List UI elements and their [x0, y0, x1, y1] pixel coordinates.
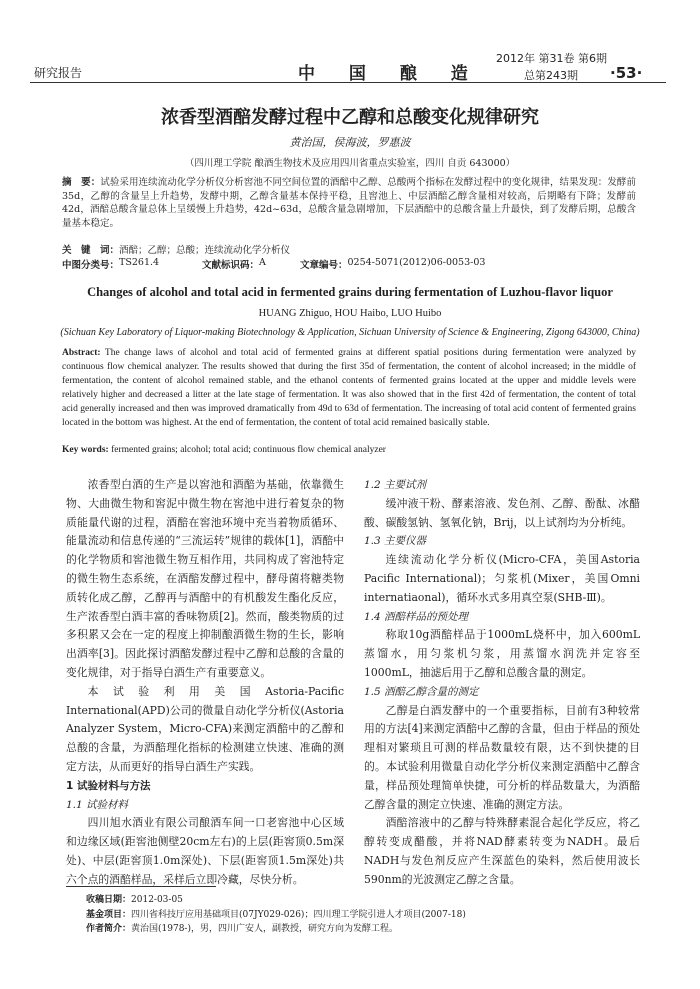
authors-en: HUANG Zhiguo, HOU Haibo, LUO Huibo	[258, 308, 442, 319]
document-code: 文献标识码： A	[202, 257, 266, 271]
subsection-heading: 1.1 试验材料	[66, 798, 129, 811]
abstract-cn-text: 试验采用连续流动化学分析仪分析窖池不同空间位置的酒醅中乙醇、总酸两个指标在发酵过程中的变化规律，结果发现：发酵前35d，乙醇的含量呈上升趋势，发酵中期，乙醇含量基本保持平稳，且窖池上、中层酒醅乙醇含量相对较高，后期略有下降；发酵前42d，酒醅总酸含量总体上呈缓慢上升趋势，42d~63d，总酸含量急剧增加，下层酒醅中的总酸含量上升最快，到了发酵后期，总酸含量基本稳定。	[62, 177, 636, 229]
keywords-cn	[62, 242, 290, 256]
affiliation-en: (Sichuan Key Laboratory of Liquor-making Biotechnology & Application, Sichuan University of Science & Engineering, Zigong 643000, China)	[60, 327, 640, 338]
journal-volume: 2012年 第31卷 第6期	[496, 52, 607, 65]
footnote-received: 收稿日期：2012-03-05	[86, 895, 183, 905]
subsection-heading: 1.4 酒醅样品的预处理	[364, 610, 469, 623]
footnote-fund: 基金项目：四川省科技厅应用基础项目(07JY029-026)；四川理工学院引进人才项目(2007-18)	[86, 909, 466, 920]
footnote-author: 作者简介：黄治国(1978-)，男，四川广安人，副教授，研究方向为发酵工程。	[86, 924, 398, 934]
clc-number: 中图分类号： TS261.4	[62, 257, 160, 271]
header-rule	[30, 82, 666, 83]
body-paragraph: 本试验利用美国Astoria-Pacific International(APD)公司的微量自动化学分析仪(Astoria Analyzer System，Micro-CFA)来测定酒醅中的乙醇和总酸的含量，为酒醅理化指标的检测建立快速、准确的测定方法，从而更好的指导白酒生产实践。	[66, 684, 344, 773]
journal-name: 中 国 酿 造	[298, 64, 482, 84]
body-paragraph: 浓香型白酒的生产是以窖池和酒醅为基础，依靠微生物、大曲微生物和窖泥中微生物在窖池中进行着复杂的物质能量代谢的过程，酒醅在窖池环境中充当着物质循环、能量流动和信息传递的“三流运转”规律的载体[1]，酒醅中的化学物质和窖池微生物互相作用，共同构成了窖池特定的微生物生态系统，在酒醅发酵过程中，酵母菌将糖类物质转化成乙醇，乙醇再与酒醅中的有机酸发生酯化反应，生产浓香型白酒丰富的香味物质[2]。然而，酸类物质的过多积累又会在一定的程度上抑制酿酒微生物的生长，影响出酒率[3]。因此探讨酒醅发酵过程中乙醇和总酸的含量的变化规律，对于指导白酒生产有重要意义。	[66, 478, 344, 679]
abstract-cn-label: 摘 要：	[62, 177, 101, 188]
footnote	[86, 893, 646, 937]
body-column-right	[364, 476, 640, 890]
body-paragraph: 乙醇是白酒发酵中的一个重要指标，目前有3种较常用的方法[4]来测定酒醅中乙醇的含量，但由于样品的预处理相对繁琐且可测的样品数量较有限，达不到快捷的目的。本试验利用微量自动化学分析仪来测定酒醅中乙醇含量，样品预处理简单快捷，可分析的样品数量大，为酒醅乙醇含量的测定立快速、准确的测定方法。	[364, 703, 640, 811]
abstract-en	[62, 347, 636, 430]
section-label: 研究报告	[34, 66, 83, 80]
abstract-en-label: Abstract:	[62, 348, 101, 358]
keywords-en-text: fermented grains; alcohol; total acid; continuous flow chemical analyzer	[111, 445, 386, 455]
abstract-cn	[62, 176, 636, 230]
body-paragraph: 连续流动化学分析仪(Micro-CFA，美国Astoria Pacific International)；匀浆机(Mixer，美国Omni internatiaonal)，循环水式多用真空泵(SHB-Ⅲ)。	[364, 553, 640, 604]
authors-cn: 黄治国，侯海波，罗惠波	[289, 136, 411, 149]
subsection-heading: 1.2 主要试剂	[364, 479, 427, 491]
abstract-en-text: The change laws of alcohol and total acid of fermented grains at different spatial positions during fermentation were analyzed by continuous flow chemical analyzer. The results showed that during the first 35d of fermentation, the content of alcohol increased; in the middle of fermentation, the content of alcohol remained stable, and the ethanol contents of fermented grains located at the upper and middle levels were relatively higher and decreased a litter at the late stage of fermentation. It was also showed that in the first 42d of fermentation, the content of total acid generally increased and then was improved dramatically from 49d to 63d of fermentation. The increasing of total acid content of fermented grains located in the bottom was highest. At the end of fermentation, the content of total acid remained basically stable.	[62, 348, 636, 428]
keywords-en-label: Key words:	[62, 445, 109, 455]
body-paragraph: 缓冲液干粉、酵素溶液、发色剂、乙醇、酚酞、冰醋酸、碳酸氢钠、氢氧化钠，Brij，以上试剂均为分析纯。	[364, 496, 640, 529]
keywords-en	[62, 445, 386, 455]
body-paragraph: 四川旭水酒业有限公司酿酒车间一口老窖池中心区域和边缘区域(距窖池侧壁20cm左右)的上层(距窖顶0.5m深处)、中层(距窖顶1.0m深处)、下层(距窖顶1.5m深处)共六个点的酒醅样品，采样后立即冷藏，尽快分析。	[66, 816, 344, 886]
article-number: 文章编号： 0254-5071(2012)06-0053-03	[300, 257, 486, 271]
paper-title-en: Changes of alcohol and total acid in fermented grains during fermentation of Luzhou-flavor liquor	[87, 285, 613, 299]
paper-title-cn: 浓香型酒醅发酵过程中乙醇和总酸变化规律研究	[161, 107, 539, 128]
body-column-left	[66, 476, 344, 890]
keywords-cn-text: 酒醅；乙醇；总酸；连续流动化学分析仪	[119, 245, 291, 256]
section-heading: 1 试验材料与方法	[66, 779, 151, 792]
subsection-heading: 1.3 主要仪器	[364, 535, 427, 548]
body-paragraph: 称取10g酒醅样品于1000mL烧杯中，加入600mL蒸馏水，用匀浆机匀浆，用蒸馏水润洗并定容至1000mL，抽滤后用于乙醇和总酸含量的测定。	[364, 628, 640, 679]
keywords-cn-label: 关 键 词：	[62, 245, 120, 256]
footnote-rule	[66, 886, 216, 887]
affiliation-cn: （四川理工学院 酿酒生物技术及应用四川省重点实验室，四川 自贡 643000）	[184, 158, 516, 169]
journal-total-issue: 总第243期	[524, 69, 578, 82]
subsection-heading: 1.5 酒醅乙醇含量的测定	[364, 685, 479, 698]
body-paragraph: 酒醅溶液中的乙醇与特殊酵素混合起化学反应，将乙醇转变成醋酸，并将NAD酵素转变为NADH。最后NADH与发色剂反应产生深蓝色的染料，然后使用波长590nm的光波测定乙醇之含量。	[364, 816, 640, 886]
page-number: ·53·	[610, 64, 643, 82]
